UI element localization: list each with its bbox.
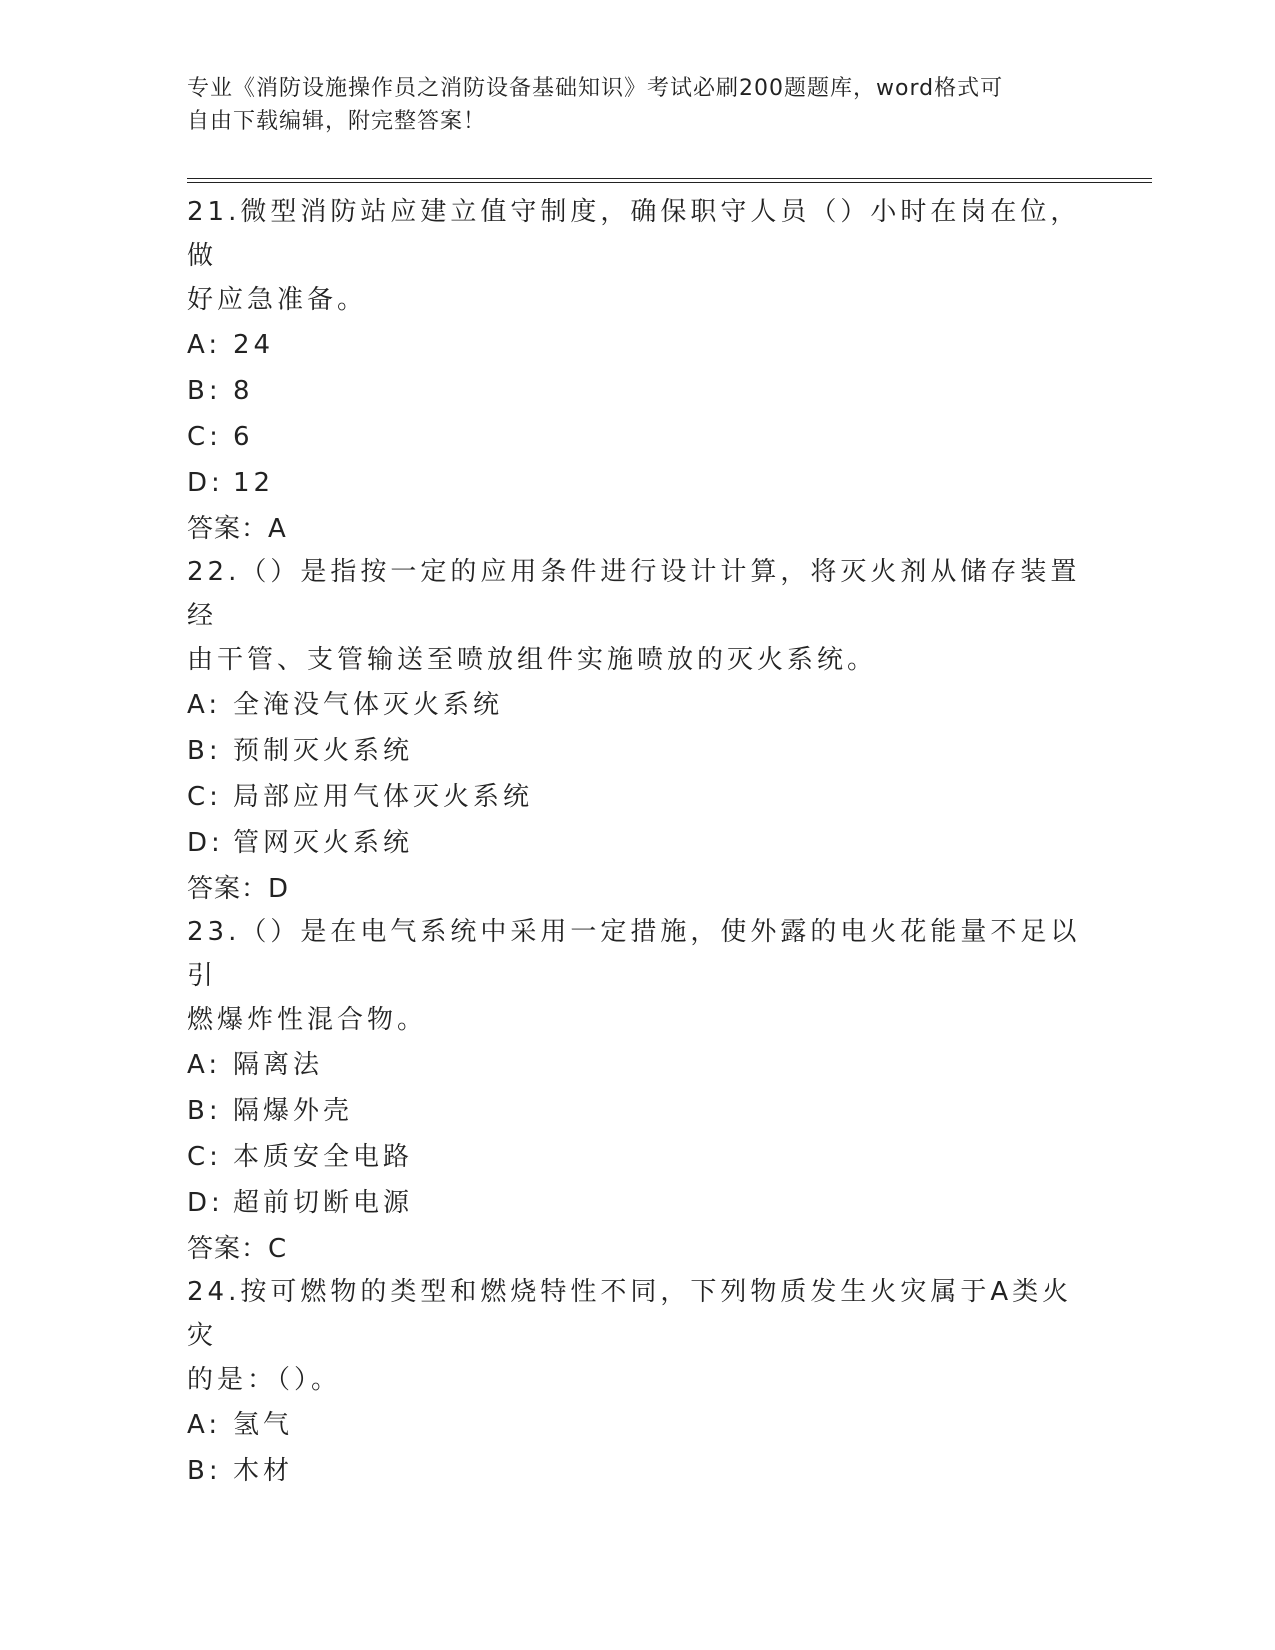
question-stem-line-1: 22.（）是指按一定的应用条件进行设计计算，将灭火剂从储存装置经 [187, 557, 1081, 631]
question-stem-line-2: 好应急准备。 [187, 285, 368, 315]
option-a [187, 682, 1087, 728]
option-text: 6 [233, 422, 254, 452]
option-c [187, 414, 1087, 460]
option-text: 全淹没气体灭火系统 [233, 690, 504, 720]
option-text: 隔爆外壳 [233, 1096, 354, 1126]
header-line-2: 自由下载编辑，附完整答案！ [187, 109, 487, 134]
question-23 [187, 910, 1087, 1272]
option-letter: C: [187, 1142, 222, 1172]
option-letter: B: [187, 736, 222, 766]
option-letter: A: [187, 690, 222, 720]
option-a [187, 1042, 1087, 1088]
option-d [187, 820, 1087, 866]
option-a [187, 1402, 1087, 1448]
option-b [187, 1088, 1087, 1134]
option-letter: B: [187, 1096, 222, 1126]
option-text: 木材 [233, 1456, 294, 1486]
question-stem-line-2: 由干管、支管输送至喷放组件实施喷放的灭火系统。 [187, 645, 878, 675]
question-stem-line-2: 燃爆炸性混合物。 [187, 1005, 428, 1035]
question-24 [187, 1270, 1087, 1494]
option-letter: D: [187, 828, 224, 858]
option-d [187, 460, 1087, 506]
option-d [187, 1180, 1087, 1226]
option-letter: C: [187, 782, 222, 812]
option-letter: A: [187, 1410, 222, 1440]
header-line-1: 专业《消防设施操作员之消防设备基础知识》考试必刷200题题库，word格式可 [187, 76, 1004, 101]
option-text: 氢气 [233, 1410, 294, 1440]
option-letter: B: [187, 376, 222, 406]
option-text: 隔离法 [233, 1050, 324, 1080]
option-text: 12 [233, 468, 275, 498]
option-text: 8 [233, 376, 254, 406]
option-letter: C: [187, 422, 222, 452]
question-stem-line-2: 的是：（）。 [187, 1365, 342, 1395]
header-divider-bottom [187, 182, 1152, 183]
header-divider-top [187, 178, 1152, 179]
option-letter: A: [187, 1050, 222, 1080]
question-stem-line-1: 23.（）是在电气系统中采用一定措施，使外露的电火花能量不足以引 [187, 917, 1081, 991]
option-text: 预制灭火系统 [233, 736, 414, 766]
answer-line: 答案：C [187, 1234, 288, 1264]
option-letter: B: [187, 1456, 222, 1486]
option-b [187, 368, 1087, 414]
option-b [187, 1448, 1087, 1494]
question-stem-line-1: 24.按可燃物的类型和燃烧特性不同，下列物质发生火灾属于A类火灾 [187, 1277, 1073, 1351]
option-text: 局部应用气体灭火系统 [233, 782, 534, 812]
option-c [187, 774, 1087, 820]
option-a [187, 322, 1087, 368]
question-stem-line-1: 21.微型消防站应建立值守制度，确保职守人员（）小时在岗在位，做 [187, 197, 1081, 271]
question-22 [187, 550, 1087, 912]
option-text: 本质安全电路 [233, 1142, 414, 1172]
question-21 [187, 190, 1087, 552]
option-text: 超前切断电源 [233, 1188, 414, 1218]
option-letter: A: [187, 330, 222, 360]
option-text: 24 [233, 330, 275, 360]
answer-line: 答案：A [187, 514, 287, 544]
answer-line: 答案：D [187, 874, 290, 904]
option-letter: D: [187, 468, 224, 498]
option-text: 管网灭火系统 [233, 828, 414, 858]
option-c [187, 1134, 1087, 1180]
option-b [187, 728, 1087, 774]
option-letter: D: [187, 1188, 224, 1218]
document-header [187, 72, 1087, 138]
